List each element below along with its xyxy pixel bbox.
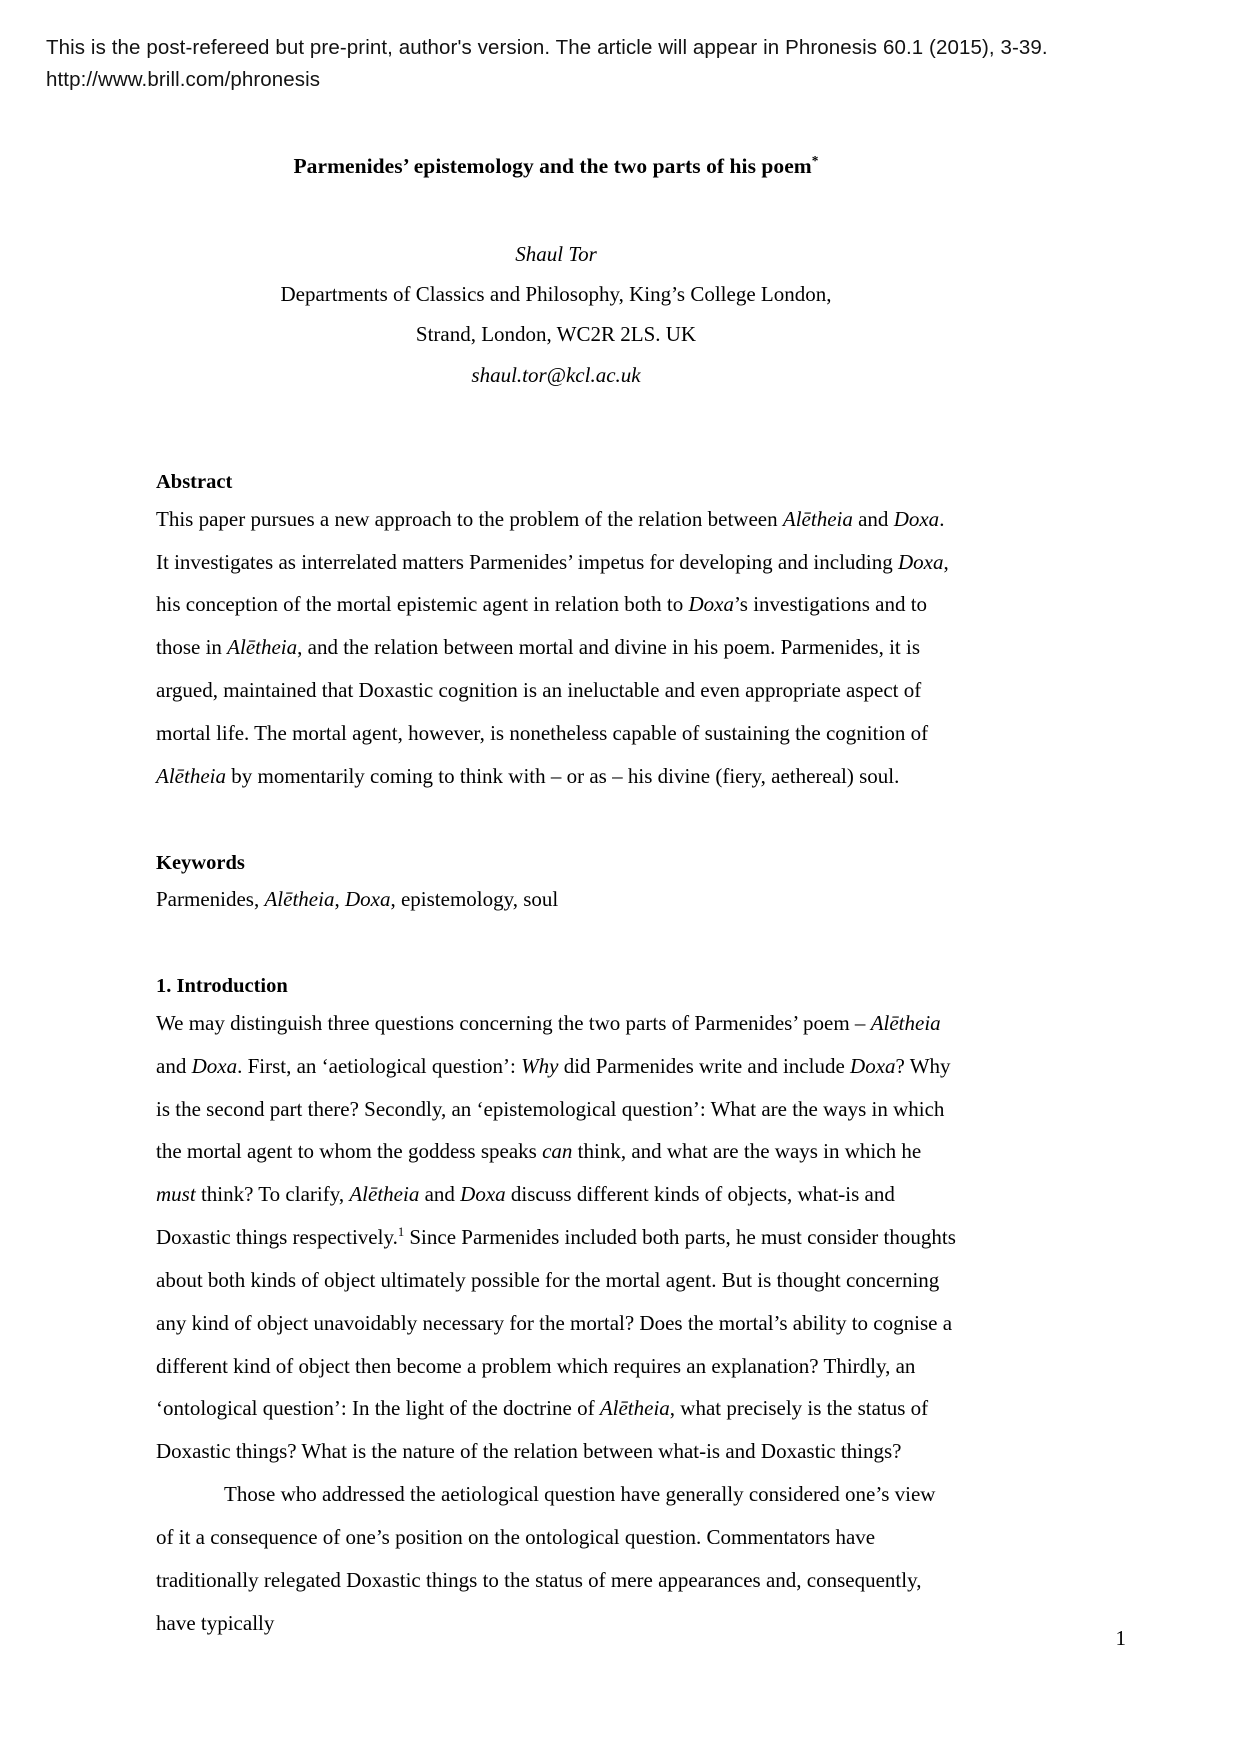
text-run: Those who addressed the aetiological question have generally considered one’s view of it a consequence of one’s position on the ontological question. Commentators have traditionally relegated Doxastic things to the status of mere appearances and, consequently, have typically [156, 1482, 936, 1635]
spacer-before-introduction [156, 921, 956, 971]
keywords-heading: Keywords [156, 851, 245, 874]
italic-term: Doxa [344, 887, 391, 912]
text-run: and [852, 506, 894, 531]
page-title [156, 150, 956, 180]
author-email: shaul.tor@kcl.ac.uk [471, 362, 641, 387]
keywords-list [156, 878, 956, 921]
italic-term: Alētheia [599, 1396, 670, 1421]
text-run: think, and what are the ways in which he [572, 1139, 922, 1164]
introduction-paragraph-1 [156, 1002, 956, 1473]
italic-term: Alētheia [227, 635, 298, 660]
text-run: , [334, 887, 345, 912]
introduction-paragraph-2 [156, 1473, 956, 1644]
italic-term: Doxa [897, 549, 944, 574]
italic-term: Doxa [688, 592, 734, 617]
italic-term: Alētheia [156, 763, 226, 788]
text-run: discuss different kinds of objects, what-is and Doxastic things respectively. [156, 1182, 895, 1250]
text-run: . First, an ‘aetiological question’: [237, 1053, 522, 1078]
text-run: think? To clarify, [195, 1182, 350, 1207]
italic-term: Doxa [191, 1053, 238, 1078]
italic-term: Doxa [460, 1182, 506, 1207]
italic-term: Alētheia [870, 1010, 941, 1035]
text-run: Parmenides, [156, 887, 265, 912]
title-footnote-marker: * [811, 152, 819, 168]
page-number: 1 [1115, 1626, 1126, 1650]
introduction-heading: 1. Introduction [156, 975, 288, 998]
text-run: and [419, 1182, 461, 1207]
text-run: and [156, 1053, 192, 1078]
spacer-before-keywords [156, 798, 956, 848]
text-run: ? Why is the second part there? Secondly, an ‘epistemological question’: What are the ways in which the mortal agent to whom the goddess speaks [156, 1053, 951, 1164]
italic-term: Alētheia [782, 506, 853, 531]
text-run: This paper pursues a new approach to the problem of the relation between [156, 506, 783, 531]
text-run: . It investigates as interrelated matters Parmenides’ impetus for developing and including [156, 506, 945, 574]
italic-term: Alētheia [264, 887, 335, 912]
text-run: by momentarily coming to think with – or as – his divine (fiery, aethereal) soul. [225, 763, 900, 788]
text-run: did Parmenides write and include [558, 1053, 851, 1078]
text-run: , epistemology, soul [390, 887, 559, 912]
text-run: Since Parmenides included both parts, he must consider thoughts about both kinds of object ultimately possible for the mortal agent. But is thought concerning any kind of object unavoidably necessary for the mortal? Does the mortal’s ability to cognise a different kind of object then become a problem which requires an explanation? Thirdly, an ‘ontological question’: In the light of the doctrine of [156, 1225, 956, 1421]
text-run: ’s investigations and to those in [156, 592, 928, 660]
italic-term: Alētheia [349, 1182, 420, 1207]
italic-term: Why [521, 1053, 559, 1078]
italic-term: Doxa [893, 506, 940, 531]
text-run: , and the relation between mortal and divine in his poem. Parmenides, it is argued, maintained that Doxastic cognition is an ineluctable and even appropriate aspect of mortal life. The mortal agent, however, is nonetheless capable of sustaining the cognition of [156, 635, 929, 745]
article-title-text: Parmenides’ epistemology and the two parts of his poem [293, 154, 812, 178]
author-name: Shaul Tor [515, 241, 597, 266]
abstract-heading: Abstract [156, 471, 233, 494]
text-run: We may distinguish three questions concerning the two parts of Parmenides’ poem – [156, 1010, 871, 1035]
spacer-before-abstract [156, 395, 956, 467]
abstract-paragraph [156, 498, 956, 798]
italic-term: can [542, 1139, 573, 1164]
affiliation-line-2: Strand, London, WC2R 2LS. UK [415, 322, 697, 347]
preprint-banner: This is the post-refereed but pre-print, author's version. The article will appear in Phronesis 60.1 (2015), 3-39. http://www.brill.com/phronesis [46, 36, 1048, 91]
italic-term: must [156, 1182, 196, 1207]
italic-term: Doxa [850, 1053, 896, 1078]
text-run: , his conception of the mortal epistemic agent in relation both to [156, 549, 949, 617]
footnote-reference: 1 [397, 1225, 405, 1240]
affiliation-line-1: Departments of Classics and Philosophy, King’s College London, [280, 282, 832, 307]
article-body-column [156, 150, 956, 1644]
author-block [156, 234, 956, 395]
text-run: , what precisely is the status of Doxastic things? What is the nature of the relation between what-is and Doxastic things? [156, 1396, 929, 1464]
